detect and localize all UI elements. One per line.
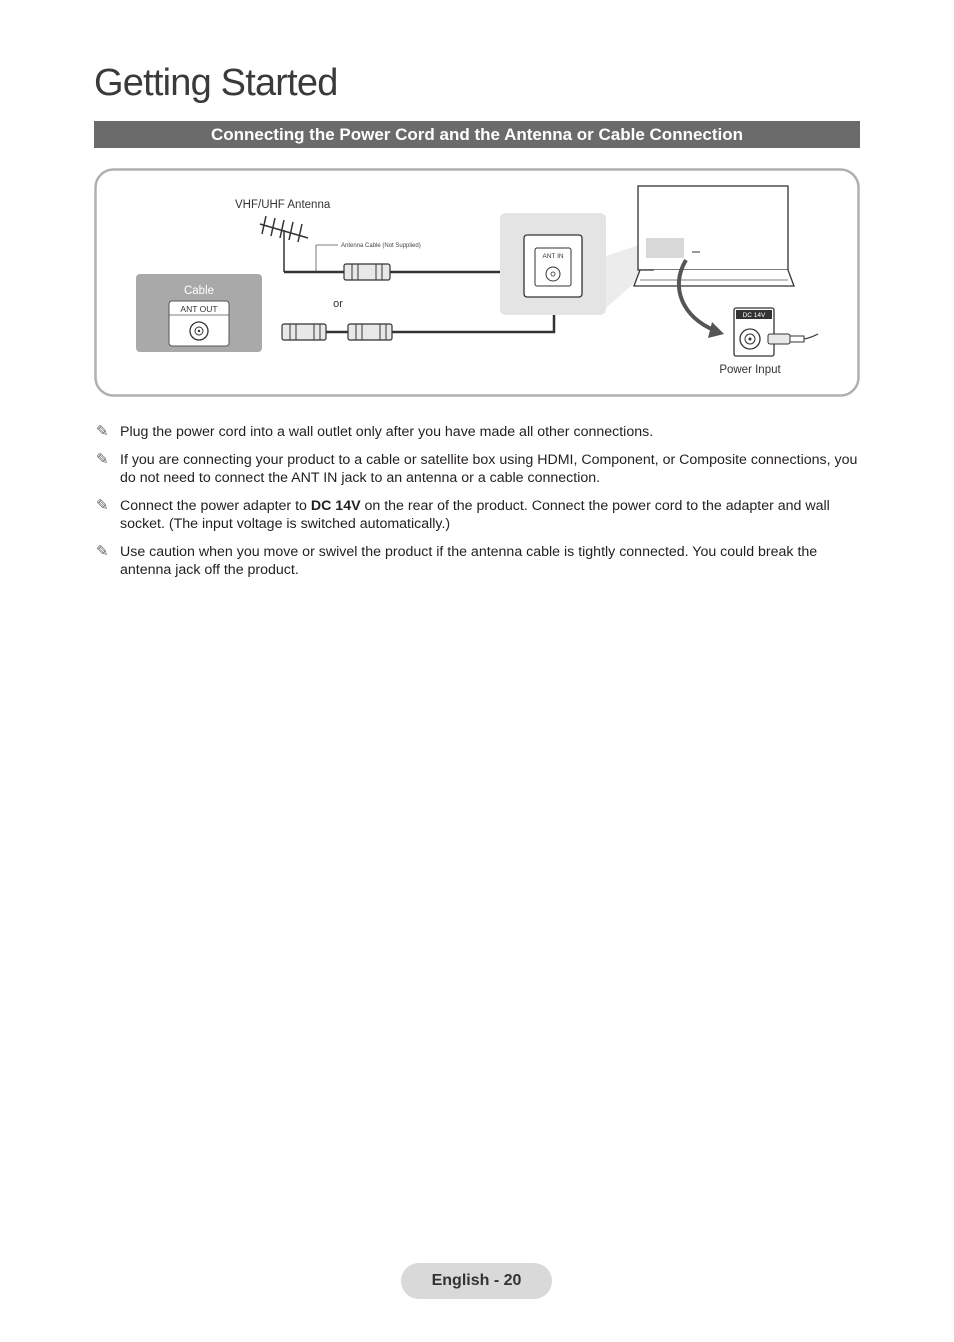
note-text: Use caution when you move or swivel the product if the antenna cable is tightly connected. You could break the antenna jack off the product. bbox=[120, 544, 818, 578]
connection-diagram bbox=[94, 168, 860, 397]
note-text: Plug the power cord into a wall outlet only after you have made all other connections. bbox=[120, 424, 654, 440]
power-input-label: Power Input bbox=[719, 364, 781, 376]
coax-connector-icon bbox=[282, 324, 326, 340]
page-title: Getting Started bbox=[94, 62, 338, 104]
coax-connector-icon bbox=[344, 264, 390, 280]
dc-label: DC 14V bbox=[742, 312, 766, 319]
note-item bbox=[96, 543, 866, 579]
cable-note-label: Antenna Cable (Not Supplied) bbox=[341, 243, 421, 249]
notes-list bbox=[96, 423, 866, 589]
note-item bbox=[96, 497, 866, 533]
pencil-note-icon: ✎ bbox=[96, 497, 109, 514]
pencil-note-icon: ✎ bbox=[96, 543, 109, 560]
page-number-badge: English - 20 bbox=[401, 1263, 552, 1299]
note-text: If you are connecting your product to a cable or satellite box using HDMI, Component, or Composite connections, you do not need to connect the ANT IN jack to an antenna or a cable connection. bbox=[120, 452, 858, 486]
note-text-pre: Connect the power adapter to bbox=[120, 498, 311, 514]
coax-connector-icon bbox=[348, 324, 392, 340]
pencil-note-icon: ✎ bbox=[96, 423, 109, 440]
ant-in-jack-icon bbox=[546, 267, 560, 281]
or-label: or bbox=[333, 298, 343, 310]
dc-14v-emphasis: DC 14V bbox=[310, 498, 361, 514]
antenna-label: VHF/UHF Antenna bbox=[235, 199, 331, 211]
cable-box-label: Cable bbox=[183, 285, 215, 297]
note-text-post: on the rear of the product. Connect the power cord to the adapter and wall socket. (The input voltage is switched automatically.) bbox=[120, 498, 830, 532]
ant-out-label: ANT OUT bbox=[180, 304, 218, 314]
note-item bbox=[96, 451, 866, 487]
tv-rear-icon bbox=[634, 186, 794, 286]
section-heading: Connecting the Power Cord and the Antenna or Cable Connection bbox=[94, 121, 860, 148]
note-item bbox=[96, 423, 866, 441]
pencil-note-icon: ✎ bbox=[96, 451, 109, 468]
ant-in-label: ANT IN bbox=[542, 253, 564, 260]
